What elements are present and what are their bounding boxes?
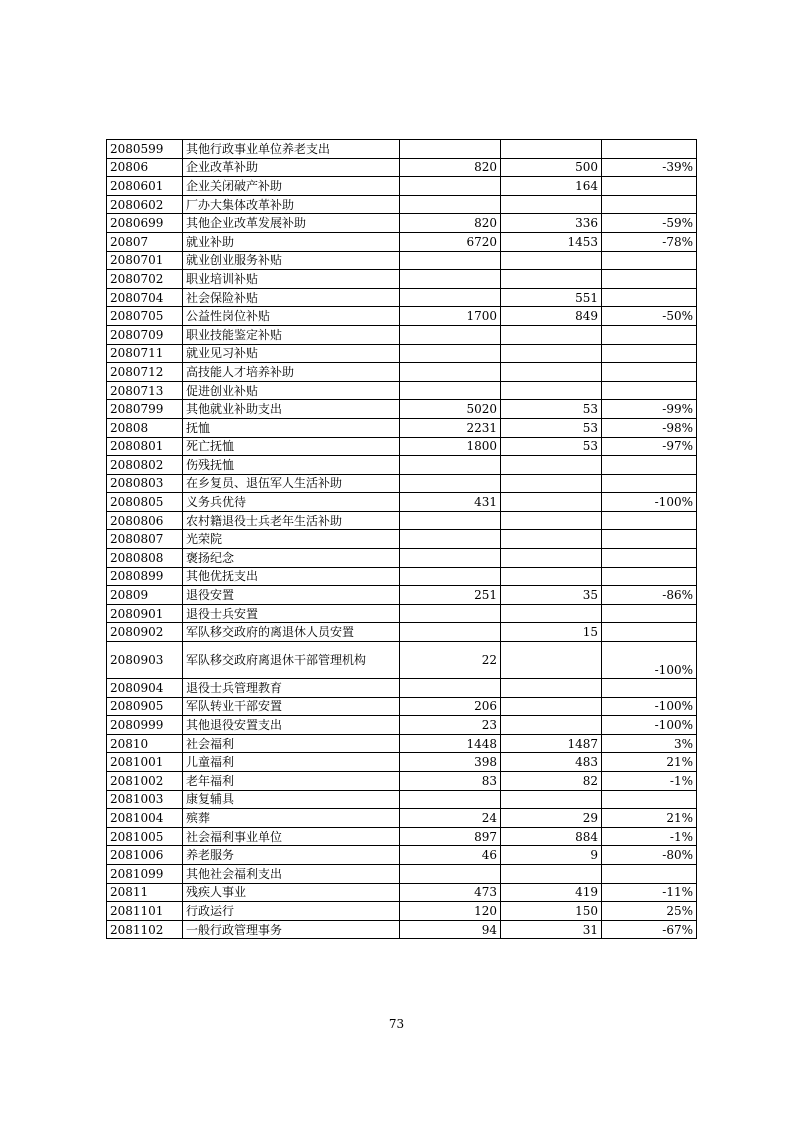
table-row: [107, 920, 697, 939]
code-cell: 2081002: [107, 772, 183, 791]
current-amount-cell: [501, 140, 602, 159]
previous-amount-cell: 431: [400, 493, 501, 512]
table-row: [107, 437, 697, 456]
table-row: [107, 325, 697, 344]
item-name-cell: 企业关闭破产补助: [183, 177, 400, 196]
code-cell: 2080704: [107, 288, 183, 307]
item-name-cell: 社会福利事业单位: [183, 827, 400, 846]
change-percent-cell: [602, 363, 697, 382]
item-name-cell: 退役安置: [183, 586, 400, 605]
previous-amount-cell: 206: [400, 697, 501, 716]
item-name-cell: 公益性岗位补贴: [183, 307, 400, 326]
previous-amount-cell: [400, 679, 501, 698]
code-cell: 2080699: [107, 214, 183, 233]
item-name-cell: 其他企业改革发展补助: [183, 214, 400, 233]
previous-amount-cell: [400, 251, 501, 270]
item-name-cell: 军队移交政府的离退休人员安置: [183, 623, 400, 642]
code-cell: 2080806: [107, 511, 183, 530]
change-percent-cell: -100%: [602, 716, 697, 735]
table-row: [107, 883, 697, 902]
previous-amount-cell: [400, 474, 501, 493]
table-row: [107, 530, 697, 549]
previous-amount-cell: [400, 288, 501, 307]
item-name-cell: 褒扬纪念: [183, 549, 400, 568]
code-cell: 2080899: [107, 567, 183, 586]
change-percent-cell: -86%: [602, 586, 697, 605]
item-name-cell: 其他优抚支出: [183, 567, 400, 586]
previous-amount-cell: [400, 549, 501, 568]
item-name-cell: 义务兵优待: [183, 493, 400, 512]
change-percent-cell: -98%: [602, 418, 697, 437]
item-name-cell: 就业补助: [183, 232, 400, 251]
current-amount-cell: [501, 325, 602, 344]
change-percent-cell: -100%: [602, 493, 697, 512]
code-cell: 2081004: [107, 809, 183, 828]
table-row: [107, 214, 697, 233]
previous-amount-cell: 2231: [400, 418, 501, 437]
change-percent-cell: [602, 140, 697, 159]
change-percent-cell: [602, 567, 697, 586]
code-cell: 20811: [107, 883, 183, 902]
item-name-cell: 殡葬: [183, 809, 400, 828]
table-row: [107, 679, 697, 698]
item-name-cell: 行政运行: [183, 902, 400, 921]
current-amount-cell: [501, 344, 602, 363]
current-amount-cell: [501, 790, 602, 809]
change-percent-cell: -100%: [602, 697, 697, 716]
code-cell: 20806: [107, 158, 183, 177]
previous-amount-cell: [400, 325, 501, 344]
current-amount-cell: 551: [501, 288, 602, 307]
item-name-cell: 抚恤: [183, 418, 400, 437]
page-number: 73: [388, 1017, 405, 1031]
change-percent-cell: -50%: [602, 307, 697, 326]
change-percent-cell: [602, 623, 697, 642]
code-cell: 20808: [107, 418, 183, 437]
current-amount-cell: 884: [501, 827, 602, 846]
table-row: [107, 344, 697, 363]
code-cell: 2081001: [107, 753, 183, 772]
previous-amount-cell: [400, 195, 501, 214]
current-amount-cell: 9: [501, 846, 602, 865]
code-cell: 2080807: [107, 530, 183, 549]
code-cell: 2080802: [107, 456, 183, 475]
code-cell: 2080904: [107, 679, 183, 698]
item-name-cell: 其他行政事业单位养老支出: [183, 140, 400, 159]
item-name-cell: 农村籍退役士兵老年生活补助: [183, 511, 400, 530]
current-amount-cell: [501, 474, 602, 493]
previous-amount-cell: 398: [400, 753, 501, 772]
current-amount-cell: [501, 697, 602, 716]
table-row: [107, 827, 697, 846]
current-amount-cell: 849: [501, 307, 602, 326]
previous-amount-cell: [400, 567, 501, 586]
table-row: [107, 902, 697, 921]
table-row: [107, 400, 697, 419]
change-percent-cell: -100%: [602, 642, 697, 679]
code-cell: 2081005: [107, 827, 183, 846]
code-cell: 20807: [107, 232, 183, 251]
current-amount-cell: [501, 511, 602, 530]
change-percent-cell: 3%: [602, 734, 697, 753]
current-amount-cell: 1487: [501, 734, 602, 753]
change-percent-cell: -78%: [602, 232, 697, 251]
change-percent-cell: [602, 604, 697, 623]
change-percent-cell: 21%: [602, 809, 697, 828]
previous-amount-cell: [400, 270, 501, 289]
change-percent-cell: [602, 679, 697, 698]
current-amount-cell: 82: [501, 772, 602, 791]
table-row: [107, 604, 697, 623]
previous-amount-cell: 5020: [400, 400, 501, 419]
code-cell: 2080905: [107, 697, 183, 716]
current-amount-cell: [501, 381, 602, 400]
item-name-cell: 厂办大集体改革补助: [183, 195, 400, 214]
current-amount-cell: 15: [501, 623, 602, 642]
change-percent-cell: [602, 511, 697, 530]
code-cell: 2080808: [107, 549, 183, 568]
table-row: [107, 232, 697, 251]
change-percent-cell: [602, 790, 697, 809]
change-percent-cell: [602, 195, 697, 214]
item-name-cell: 就业见习补贴: [183, 344, 400, 363]
current-amount-cell: [501, 270, 602, 289]
item-name-cell: 其他退役安置支出: [183, 716, 400, 735]
previous-amount-cell: 1448: [400, 734, 501, 753]
previous-amount-cell: 22: [400, 642, 501, 679]
previous-amount-cell: 473: [400, 883, 501, 902]
item-name-cell: 促进创业补贴: [183, 381, 400, 400]
table-row: [107, 363, 697, 382]
table-row: [107, 158, 697, 177]
previous-amount-cell: 6720: [400, 232, 501, 251]
item-name-cell: 就业创业服务补贴: [183, 251, 400, 270]
table-body: [107, 140, 697, 939]
previous-amount-cell: [400, 140, 501, 159]
code-cell: 2080805: [107, 493, 183, 512]
code-cell: 2081003: [107, 790, 183, 809]
table-row: [107, 270, 697, 289]
change-percent-cell: -97%: [602, 437, 697, 456]
table-row: [107, 195, 697, 214]
code-cell: 2080712: [107, 363, 183, 382]
item-name-cell: 职业技能鉴定补贴: [183, 325, 400, 344]
item-name-cell: 一般行政管理事务: [183, 920, 400, 939]
previous-amount-cell: 1700: [400, 307, 501, 326]
item-name-cell: 其他社会福利支出: [183, 864, 400, 883]
table-row: [107, 734, 697, 753]
change-percent-cell: [602, 456, 697, 475]
table-row: [107, 493, 697, 512]
current-amount-cell: [501, 716, 602, 735]
current-amount-cell: 53: [501, 418, 602, 437]
current-amount-cell: 150: [501, 902, 602, 921]
change-percent-cell: -59%: [602, 214, 697, 233]
current-amount-cell: [501, 530, 602, 549]
previous-amount-cell: 94: [400, 920, 501, 939]
current-amount-cell: [501, 864, 602, 883]
item-name-cell: 社会福利: [183, 734, 400, 753]
current-amount-cell: [501, 679, 602, 698]
current-amount-cell: [501, 251, 602, 270]
previous-amount-cell: [400, 381, 501, 400]
code-cell: 2080799: [107, 400, 183, 419]
table-row: [107, 716, 697, 735]
current-amount-cell: 336: [501, 214, 602, 233]
code-cell: 2080602: [107, 195, 183, 214]
change-percent-cell: [602, 474, 697, 493]
code-cell: 2080903: [107, 642, 183, 679]
code-cell: 2080901: [107, 604, 183, 623]
item-name-cell: 死亡抚恤: [183, 437, 400, 456]
change-percent-cell: 21%: [602, 753, 697, 772]
item-name-cell: 在乡复员、退伍军人生活补助: [183, 474, 400, 493]
code-cell: 2080999: [107, 716, 183, 735]
previous-amount-cell: 820: [400, 214, 501, 233]
previous-amount-cell: [400, 864, 501, 883]
code-cell: 2080701: [107, 251, 183, 270]
previous-amount-cell: 251: [400, 586, 501, 605]
current-amount-cell: [501, 456, 602, 475]
item-name-cell: 退役士兵管理教育: [183, 679, 400, 698]
table-row: [107, 697, 697, 716]
previous-amount-cell: [400, 623, 501, 642]
code-cell: 2081006: [107, 846, 183, 865]
change-percent-cell: [602, 344, 697, 363]
code-cell: 2080709: [107, 325, 183, 344]
change-percent-cell: -99%: [602, 400, 697, 419]
item-name-cell: 其他就业补助支出: [183, 400, 400, 419]
current-amount-cell: 164: [501, 177, 602, 196]
previous-amount-cell: [400, 456, 501, 475]
item-name-cell: 儿童福利: [183, 753, 400, 772]
code-cell: 2080713: [107, 381, 183, 400]
previous-amount-cell: [400, 790, 501, 809]
code-cell: 2080705: [107, 307, 183, 326]
previous-amount-cell: 820: [400, 158, 501, 177]
current-amount-cell: [501, 493, 602, 512]
table-row: [107, 642, 697, 679]
table-row: [107, 846, 697, 865]
change-percent-cell: -11%: [602, 883, 697, 902]
item-name-cell: 军队转业干部安置: [183, 697, 400, 716]
table-row: [107, 864, 697, 883]
code-cell: 2081099: [107, 864, 183, 883]
code-cell: 2080599: [107, 140, 183, 159]
current-amount-cell: [501, 567, 602, 586]
code-cell: 2080601: [107, 177, 183, 196]
change-percent-cell: -1%: [602, 827, 697, 846]
code-cell: 2080702: [107, 270, 183, 289]
code-cell: 2081102: [107, 920, 183, 939]
table-row: [107, 623, 697, 642]
table-row: [107, 140, 697, 159]
current-amount-cell: [501, 604, 602, 623]
table-row: [107, 288, 697, 307]
current-amount-cell: 29: [501, 809, 602, 828]
current-amount-cell: 500: [501, 158, 602, 177]
item-name-cell: 残疾人事业: [183, 883, 400, 902]
table-row: [107, 790, 697, 809]
current-amount-cell: 53: [501, 400, 602, 419]
code-cell: 20810: [107, 734, 183, 753]
table-row: [107, 307, 697, 326]
change-percent-cell: -67%: [602, 920, 697, 939]
table-row: [107, 456, 697, 475]
table-row: [107, 772, 697, 791]
budget-table: [106, 139, 697, 939]
item-name-cell: 社会保险补贴: [183, 288, 400, 307]
table-row: [107, 511, 697, 530]
previous-amount-cell: [400, 511, 501, 530]
change-percent-cell: -80%: [602, 846, 697, 865]
current-amount-cell: 35: [501, 586, 602, 605]
current-amount-cell: 31: [501, 920, 602, 939]
change-percent-cell: 25%: [602, 902, 697, 921]
item-name-cell: 企业改革补助: [183, 158, 400, 177]
table-row: [107, 809, 697, 828]
current-amount-cell: 1453: [501, 232, 602, 251]
code-cell: 2081101: [107, 902, 183, 921]
change-percent-cell: [602, 864, 697, 883]
previous-amount-cell: 46: [400, 846, 501, 865]
item-name-cell: 养老服务: [183, 846, 400, 865]
table-row: [107, 251, 697, 270]
table-row: [107, 474, 697, 493]
change-percent-cell: -39%: [602, 158, 697, 177]
previous-amount-cell: 120: [400, 902, 501, 921]
change-percent-cell: [602, 549, 697, 568]
code-cell: 2080902: [107, 623, 183, 642]
code-cell: 2080803: [107, 474, 183, 493]
table-row: [107, 418, 697, 437]
change-percent-cell: [602, 325, 697, 344]
item-name-cell: 退役士兵安置: [183, 604, 400, 623]
change-percent-cell: [602, 288, 697, 307]
item-name-cell: 光荣院: [183, 530, 400, 549]
previous-amount-cell: 83: [400, 772, 501, 791]
item-name-cell: 老年福利: [183, 772, 400, 791]
current-amount-cell: 483: [501, 753, 602, 772]
item-name-cell: 军队移交政府离退休干部管理机构: [183, 642, 400, 679]
previous-amount-cell: 23: [400, 716, 501, 735]
table-row: [107, 177, 697, 196]
current-amount-cell: 53: [501, 437, 602, 456]
previous-amount-cell: [400, 604, 501, 623]
change-percent-cell: [602, 251, 697, 270]
current-amount-cell: [501, 195, 602, 214]
current-amount-cell: [501, 642, 602, 679]
change-percent-cell: [602, 177, 697, 196]
previous-amount-cell: 897: [400, 827, 501, 846]
current-amount-cell: 419: [501, 883, 602, 902]
current-amount-cell: [501, 549, 602, 568]
table-row: [107, 567, 697, 586]
code-cell: 2080711: [107, 344, 183, 363]
item-name-cell: 伤残抚恤: [183, 456, 400, 475]
table-row: [107, 381, 697, 400]
previous-amount-cell: 1800: [400, 437, 501, 456]
table-row: [107, 753, 697, 772]
item-name-cell: 高技能人才培养补助: [183, 363, 400, 382]
item-name-cell: 康复辅具: [183, 790, 400, 809]
change-percent-cell: [602, 530, 697, 549]
change-percent-cell: [602, 381, 697, 400]
previous-amount-cell: 24: [400, 809, 501, 828]
item-name-cell: 职业培训补贴: [183, 270, 400, 289]
previous-amount-cell: [400, 363, 501, 382]
table-row: [107, 549, 697, 568]
code-cell: 20809: [107, 586, 183, 605]
table-row: [107, 586, 697, 605]
previous-amount-cell: [400, 177, 501, 196]
change-percent-cell: -1%: [602, 772, 697, 791]
code-cell: 2080801: [107, 437, 183, 456]
previous-amount-cell: [400, 530, 501, 549]
current-amount-cell: [501, 363, 602, 382]
previous-amount-cell: [400, 344, 501, 363]
change-percent-cell: [602, 270, 697, 289]
